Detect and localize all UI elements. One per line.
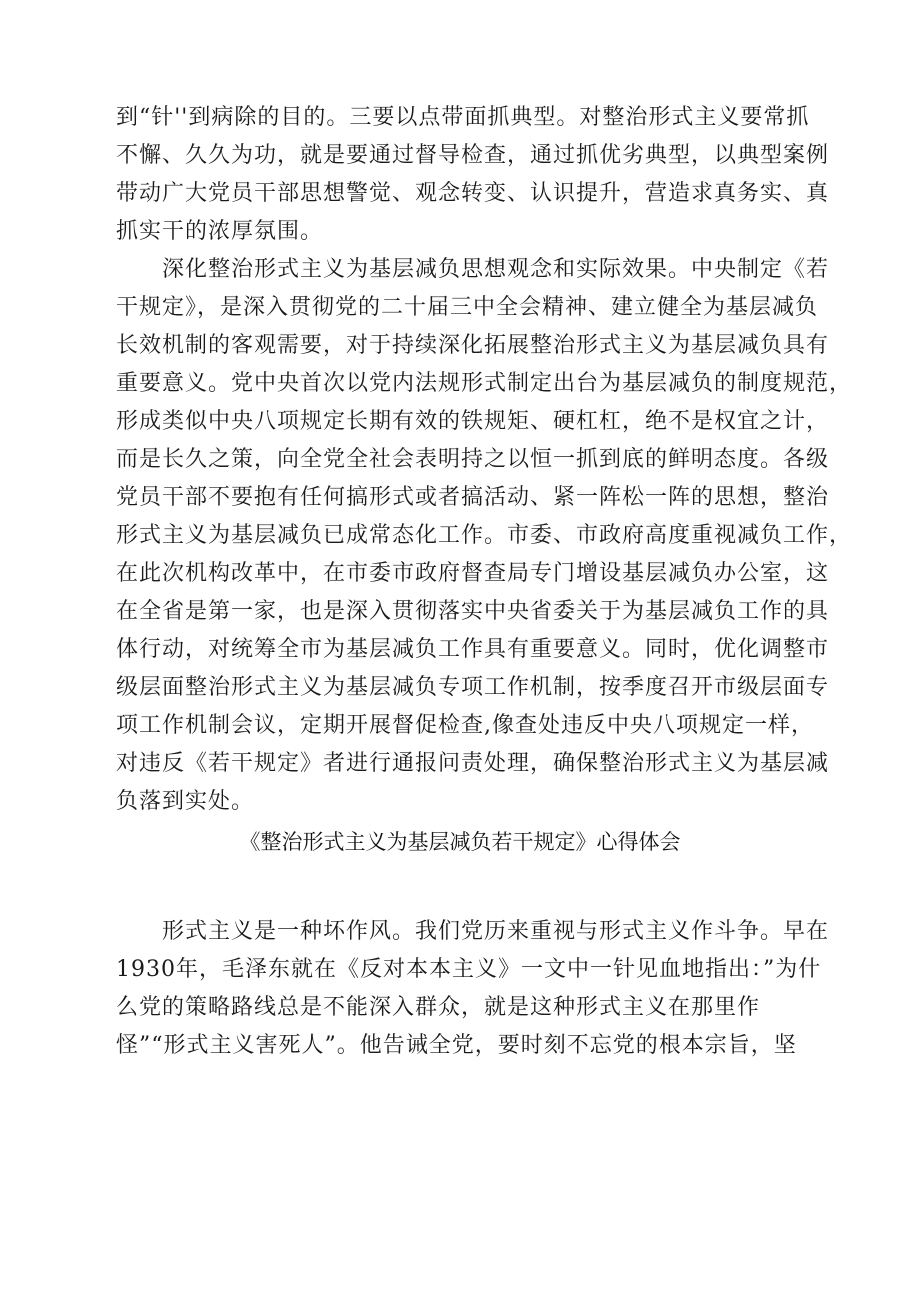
paragraph-1-line-1: 到“针''到病除的目的。三要以点带面抓典型。对整治形式主义要常抓 xyxy=(116,105,810,130)
paragraph-2-line-1: 深化整治形式主义为基层减负思想观念和实际效果。中央制定《若 xyxy=(162,257,830,282)
paragraph-2-line-4: 重要意义。党中央首次以党内法规形式制定出台为基层减负的制度规范， xyxy=(116,371,853,396)
paragraph-3-line-1: 形式主义是一种坏作风。我们党历来重视与形式主义作斗争。早在 xyxy=(162,919,830,944)
paragraph-3-line-2: 1930年，毛泽东就在《反对本本主义》一文中一针见血地指出：”为什 xyxy=(116,957,822,982)
paragraph-3-line-4: 怪”“形式主义害死人”。他告诫全党，要时刻不忘党的根本宗旨，坚 xyxy=(116,1033,797,1058)
paragraph-1-line-3: 带动广大党员干部思想警觉、观念转变、认识提升，营造求真务实、真 xyxy=(116,181,830,206)
paragraph-1-line-2: 不懈、久久为功，就是要通过督导检查，通过抓优劣典型，以典型案例 xyxy=(116,143,830,168)
paragraph-2-line-3: 长效机制的客观需要，对于持续深化拓展整治形式主义为基层减负具有 xyxy=(116,333,830,358)
paragraph-2-line-8: 形式主义为基层减负已成常态化工作。市委、市政府高度重视减负工作， xyxy=(116,523,853,548)
paragraph-1-line-4: 抓实干的浓厚氛围。 xyxy=(116,219,324,244)
paragraph-2-line-7: 党员干部不要抱有任何搞形式或者搞活动、紧一阵松一阵的思想，整治 xyxy=(116,485,830,510)
paragraph-2-line-9: 在此次机构改革中，在市委市政府督查局专门增设基层减负办公室，这 xyxy=(116,561,830,586)
section-title: 《整治形式主义为基层减负若干规定》心得体会 xyxy=(239,830,681,854)
paragraph-2-line-6: 而是长久之策，向全党全社会表明持之以恒一抓到底的鲜明态度。各级 xyxy=(116,447,830,472)
paragraph-3-line-3: 么党的策略路线总是不能深入群众，就是这种形式主义在那里作 xyxy=(116,995,761,1020)
paragraph-2-line-14: 对违反《若干规定》者进行通报问责处理，确保整治形式主义为基层减 xyxy=(116,751,830,776)
paragraph-2-line-2: 干规定》，是深入贯彻党的二十届三中全会精神、建立健全为基层减负 xyxy=(116,295,819,320)
paragraph-2-line-5: 形成类似中央八项规定长期有效的铁规矩、硬杠杠，绝不是权宜之计， xyxy=(116,409,830,434)
paragraph-2-line-12: 级层面整治形式主义为基层减负专项工作机制，按季度召开市级层面专 xyxy=(116,675,830,700)
paragraph-2-line-15: 负落到实处。 xyxy=(116,789,255,814)
paragraph-2-line-10: 在全省是第一家，也是深入贯彻落实中央省委关于为基层减负工作的具 xyxy=(116,599,830,624)
paragraph-2-line-13: 项工作机制会议，定期开展督促检查,像查处违反中央八项规定一样， xyxy=(116,713,814,738)
paragraph-2-line-11: 体行动，对统筹全市为基层减负工作具有重要意义。同时，优化调整市 xyxy=(116,637,830,662)
